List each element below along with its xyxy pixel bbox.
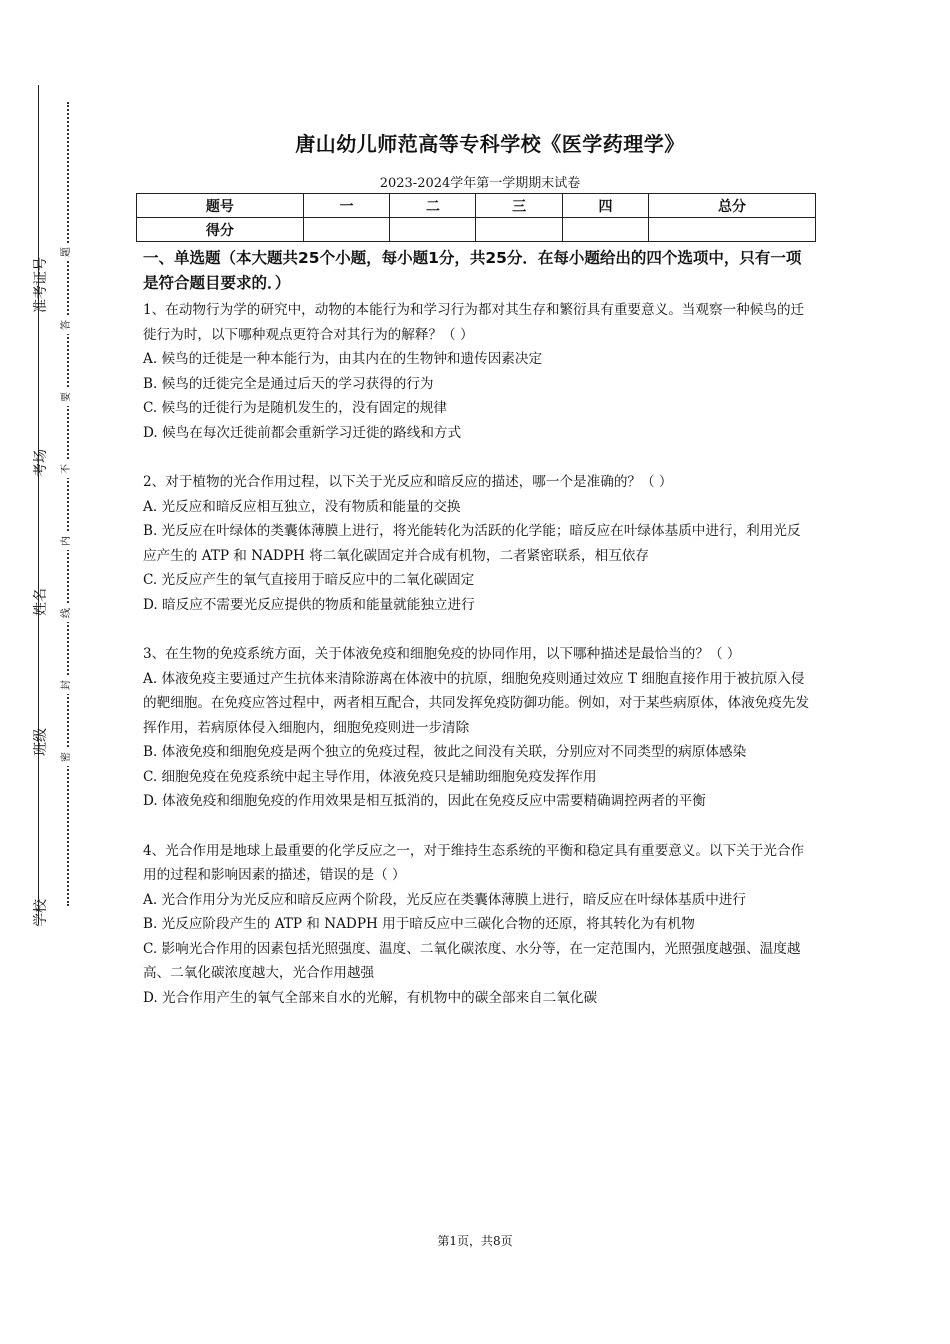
page-number: 第1页，共8页 bbox=[437, 1234, 513, 1248]
score-input-cell[interactable] bbox=[562, 218, 648, 242]
option-d: D. 体液免疫和细胞免疫的作用效果是相互抵消的，因此在免疫反应中需要精确调控两者的平衡 bbox=[143, 793, 706, 809]
score-input-cell[interactable] bbox=[649, 218, 816, 242]
seal-dotted-line bbox=[67, 102, 69, 906]
option-b: B. 光反应阶段产生的 ATP 和 NADPH 用于暗反应中三碳化合物的还原，将其转化为有机物 bbox=[143, 916, 695, 932]
exam-number-label: 准考证号 bbox=[33, 257, 49, 313]
seal-char: 题 bbox=[60, 243, 74, 261]
score-cell: 二 bbox=[390, 194, 476, 218]
name-label: 姓名 bbox=[33, 588, 49, 616]
option-a: A. 光反应和暗反应相互独立，没有物质和能量的交换 bbox=[143, 498, 461, 515]
seal-char: 内 bbox=[60, 532, 74, 550]
question-4 bbox=[143, 839, 810, 1011]
score-cell: 三 bbox=[476, 194, 562, 218]
question-stem: 1、在动物行为学的研究中，动物的本能行为和学习行为都对其生存和繁衍具有重要意义。当观察一种候鸟的迁徙行为时，以下哪种观点更符合对其行为的解释？（ ） bbox=[143, 302, 805, 343]
option-a: A. 候鸟的迁徙是一种本能行为，由其内在的生物钟和遗传因素决定 bbox=[143, 351, 543, 367]
section-heading: 一、单选题（本大题共25个小题，每小题1分，共25分．在每小题给出的四个选项中，只有一项是符合题目要求的．） bbox=[143, 249, 802, 292]
school-label: 学校 bbox=[33, 899, 49, 927]
question-stem: 2、对于植物的光合作用过程，以下关于光反应和暗反应的描述，哪一个是准确的？（ ） bbox=[143, 474, 673, 490]
option-c: C. 细胞免疫在免疫系统中起主导作用，体液免疫只是辅助细胞免疫发挥作用 bbox=[143, 768, 597, 785]
score-cell: 题号 bbox=[137, 194, 304, 218]
seal-char: 线 bbox=[60, 604, 74, 622]
option-a: A. 光合作用分为光反应和暗反应两个阶段，光反应在类囊体薄膜上进行，暗反应在叶绿体基质中进行 bbox=[143, 891, 746, 908]
seal-char: 密 bbox=[60, 748, 74, 766]
option-d: D. 暗反应不需要光反应提供的物质和能量就能独立进行 bbox=[143, 596, 475, 613]
seal-char: 要 bbox=[60, 388, 74, 406]
option-b: B. 候鸟的迁徙完全是通过后天的学习获得的行为 bbox=[143, 375, 434, 392]
option-c: C. 候鸟的迁徙行为是随机发生的，没有固定的规律 bbox=[143, 400, 448, 416]
score-table-header-row bbox=[137, 194, 816, 218]
score-cell: 总分 bbox=[649, 194, 816, 218]
score-table-score-row bbox=[137, 218, 816, 242]
exam-subtitle: 2023-2024学年第一学期期末试卷 bbox=[379, 176, 581, 191]
class-label: 班级 bbox=[33, 728, 49, 756]
exam-room-label: 考场 bbox=[33, 449, 49, 477]
question-stem: 4、光合作用是地球上最重要的化学反应之一，对于维持生态系统的平衡和稳定具有重要意义。以下关于光合作用的过程和影响因素的描述，错误的是（ ） bbox=[143, 842, 805, 883]
seal-char: 不 bbox=[60, 460, 74, 478]
option-a: A. 体液免疫主要通过产生抗体来清除游离在体液中的抗原，细胞免疫则通过效应 T 细胞直接作用于被抗原入侵的靶细胞。在免疫应答过程中，两者相互配合，共同发挥免疫防御功能。例如，对于某些病原体，体液免疫先发挥作用，若病原体侵入细胞内，细胞免疫则进一步清除 bbox=[143, 670, 810, 736]
seal-char: 封 bbox=[60, 676, 74, 694]
score-table bbox=[136, 193, 816, 242]
option-d: D. 光合作用产生的氧气全部来自水的光解，有机物中的碳全部来自二氧化碳 bbox=[143, 989, 598, 1006]
question-3 bbox=[143, 642, 810, 814]
score-input-cell[interactable] bbox=[390, 218, 476, 242]
exam-title: 唐山幼儿师范高等专科学校《医学药理学》 bbox=[295, 132, 685, 156]
score-cell: 得分 bbox=[137, 218, 304, 242]
score-cell: 一 bbox=[303, 194, 389, 218]
score-input-cell[interactable] bbox=[303, 218, 389, 242]
question-stem: 3、在生物的免疫系统方面，关于体液免疫和细胞免疫的协同作用，以下哪种描述是最恰当的？（ ） bbox=[143, 646, 741, 662]
option-d: D. 候鸟在每次迁徙前都会重新学习迁徙的路线和方式 bbox=[143, 424, 462, 441]
score-cell: 四 bbox=[562, 194, 648, 218]
score-input-cell[interactable] bbox=[476, 218, 562, 242]
option-c: C. 光反应产生的氧气直接用于暗反应中的二氧化碳固定 bbox=[143, 572, 475, 588]
option-b: B. 体液免疫和细胞免疫是两个独立的免疫过程，彼此之间没有关联，分别应对不同类型的病原体感染 bbox=[143, 744, 747, 760]
seal-char: 答 bbox=[60, 316, 74, 334]
question-1 bbox=[143, 298, 810, 445]
binding-line bbox=[38, 85, 39, 925]
option-b: B. 光反应在叶绿体的类囊体薄膜上进行，将光能转化为活跃的化学能；暗反应在叶绿体基质中进行，利用光反应产生的 ATP 和 NADPH 将二氧化碳固定并合成有机物，二者紧密联系，相互依存 bbox=[143, 523, 801, 564]
question-2 bbox=[143, 470, 810, 617]
exam-content bbox=[143, 246, 810, 1010]
option-c: C. 影响光合作用的因素包括光照强度、温度、二氧化碳浓度、水分等，在一定范围内，光照强度越强、温度越高、二氧化碳浓度越大，光合作用越强 bbox=[143, 940, 801, 981]
